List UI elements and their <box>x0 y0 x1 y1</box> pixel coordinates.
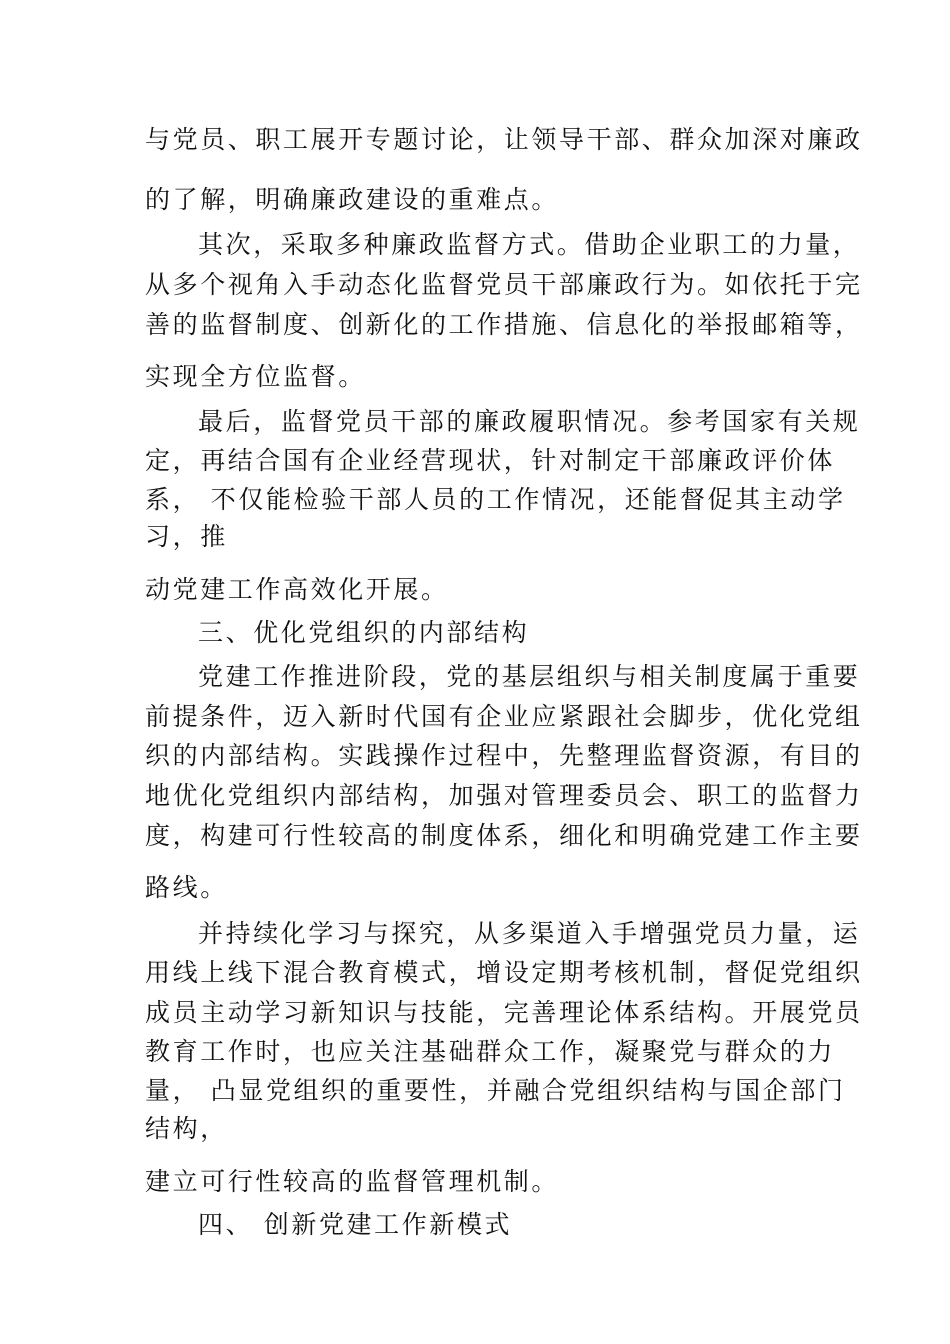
text-line: 前提条件，迈入新时代国有企业应紧跟社会脚步，优化党组 <box>145 702 863 731</box>
text-line: 度，构建可行性较高的制度体系，细化和明确党建工作主要 <box>145 821 863 850</box>
text-line: 教育工作时，也应关注基础群众工作，凝聚党与群众的力 <box>145 1037 836 1066</box>
text-line: 习，推 <box>145 522 228 551</box>
section-heading: 四、 创新党建工作新模式 <box>198 1210 513 1239</box>
text-line: 与党员、职工展开专题讨论，让领导干部、群众加深对廉政 <box>145 125 863 154</box>
text-line: 的了解，明确廉政建设的重难点。 <box>145 185 560 214</box>
paragraph-start: 最后，监督党员干部的廉政履职情况。参考国家有关规 <box>198 407 861 436</box>
text-line: 善的监督制度、创新化的工作措施、信息化的举报邮箱等， <box>145 310 863 339</box>
text-line: 动党建工作高效化开展。 <box>145 575 449 604</box>
text-line: 系， 不仅能检验干部人员的工作情况，还能督促其主动学 <box>145 485 846 514</box>
text-line: 实现全方位监督。 <box>145 362 366 391</box>
text-line: 建立可行性较高的监督管理机制。 <box>145 1167 560 1196</box>
text-line: 量， 凸显党组织的重要性，并融合党组织结构与国企部门 <box>145 1076 846 1105</box>
text-line: 地优化党组织内部结构，加强对管理委员会、职工的监督力 <box>145 781 863 810</box>
section-heading: 三、优化党组织的内部结构 <box>198 618 530 647</box>
text-line: 从多个视角入手动态化监督党员干部廉政行为。如依托于完 <box>145 270 863 299</box>
paragraph-start: 党建工作推进阶段，党的基层组织与相关制度属于重要 <box>198 662 861 691</box>
text-line: 织的内部结构。实践操作过程中，先整理监督资源，有目的 <box>145 741 863 770</box>
paragraph-start: 并持续化学习与探究，从多渠道入手增强党员力量，运 <box>198 919 861 948</box>
text-line: 定，再结合国有企业经营现状，针对制定干部廉政评价体 <box>145 446 836 475</box>
text-line: 路线。 <box>145 873 228 902</box>
text-line: 用线上线下混合教育模式，增设定期考核机制，督促党组织 <box>145 958 863 987</box>
text-line: 结构， <box>145 1114 228 1143</box>
paragraph-start: 其次，采取多种廉政监督方式。借助企业职工的力量， <box>198 230 861 259</box>
text-line: 成员主动学习新知识与技能，完善理论体系结构。开展党员 <box>145 998 863 1027</box>
